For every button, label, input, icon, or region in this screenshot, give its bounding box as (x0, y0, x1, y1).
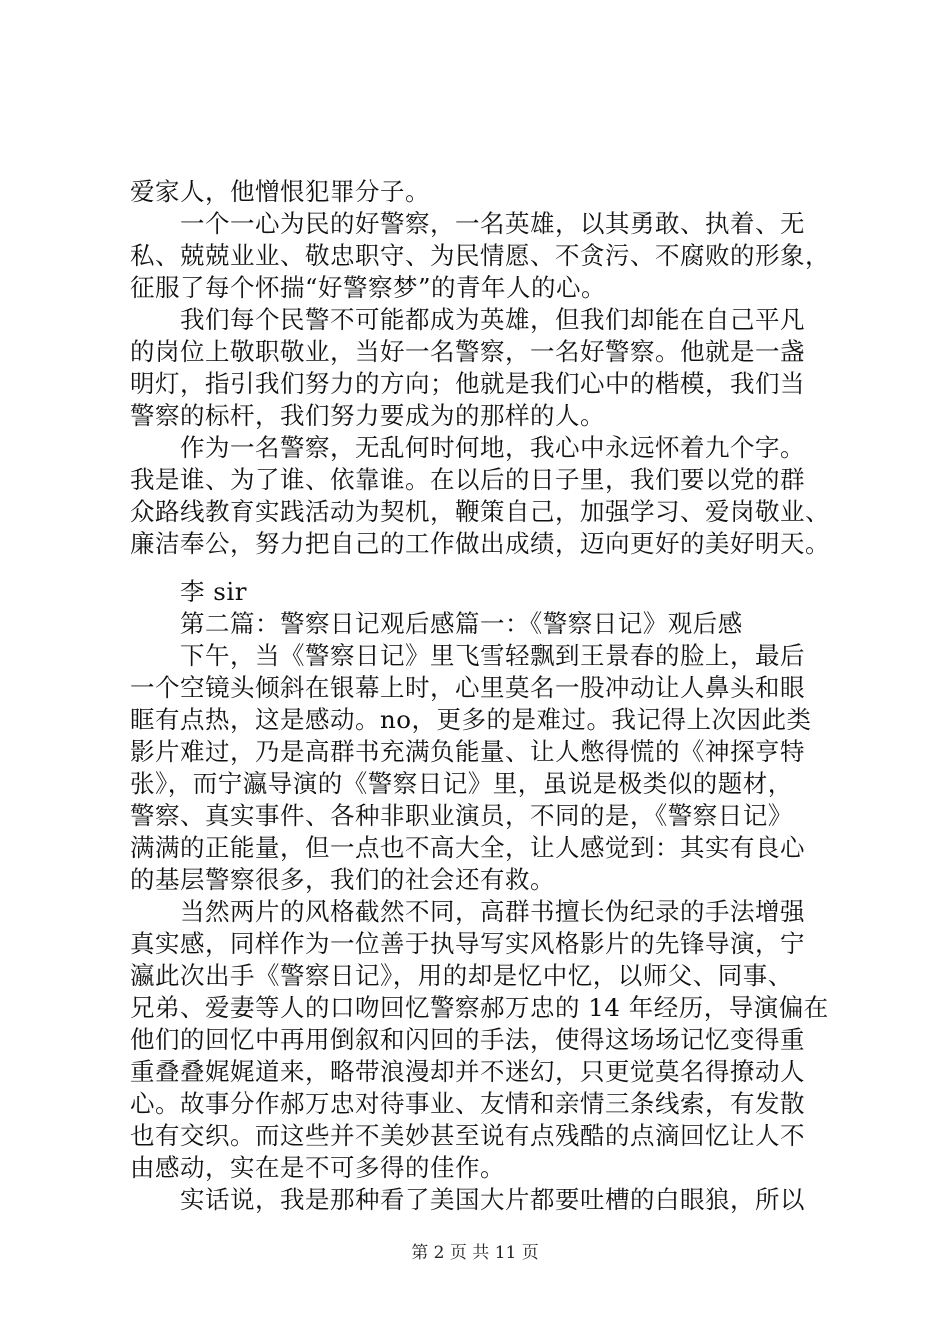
text-line: 爱家人，他憎恨犯罪分子。 (130, 177, 430, 206)
paragraph-start: 作为一名警察，无乱何时何地，我心中永远怀着九个字。 (180, 433, 805, 462)
text-line: 心。故事分作郝万忠对待事业、友情和亲情三条线索，有发散 (130, 1089, 805, 1118)
text-line: 瀛此次出手《警察日记》，用的却是忆中忆，以师父、同事、 (130, 961, 793, 990)
text-line: 的岗位上敬职敬业，当好一名警察，一名好警察。他就是一盏 (130, 337, 805, 366)
text-line: 一个空镜头倾斜在银幕上时，心里莫名一股冲动让人鼻头和眼 (130, 673, 805, 702)
text-line: 眶有点热，这是感动。no，更多的是难过。我记得上次因此类 (130, 705, 812, 734)
section-heading: 第二篇：警察日记观后感篇一：《警察日记》观后感 (180, 609, 743, 638)
text-line: 兄弟、爱妻等人的口吻回忆警察郝万忠的 14 年经历，导演偏在 (130, 993, 829, 1022)
paragraph-start: 当然两片的风格截然不同，高群书擅长伪纪录的手法增强 (180, 897, 805, 926)
text-line: 的基层警察很多，我们的社会还有救。 (130, 865, 555, 894)
text-line: 征服了每个怀揣“好警察梦”的青年人的心。 (130, 273, 607, 302)
paragraph-start: 我们每个民警不可能都成为英雄，但我们却能在自己平凡 (180, 305, 805, 334)
paragraph-start: 一个一心为民的好警察，一名英雄，以其勇敢、执着、无 (180, 209, 805, 238)
text-line: 影片难过，乃是高群书充满负能量、让人憋得慌的《神探亨特 (130, 737, 805, 766)
author-signature: 李 sir (180, 577, 247, 606)
text-line: 他们的回忆中再用倒叙和闪回的手法，使得这场场记忆变得重 (130, 1025, 805, 1054)
paragraph-start: 实话说，我是那种看了美国大片都要吐槽的白眼狼，所以 (180, 1185, 805, 1214)
text-line: 也有交织。而这些并不美妙甚至说有点残酷的点滴回忆让人不 (130, 1121, 805, 1150)
paragraph-start: 下午，当《警察日记》里飞雪轻飘到王景春的脸上，最后 (180, 641, 805, 670)
text-line: 私、兢兢业业、敬忠职守、为民情愿、不贪污、不腐败的形象， (130, 241, 830, 270)
text-line: 众路线教育实践活动为契机，鞭策自己，加强学习、爱岗敬业、 (130, 497, 830, 526)
text-line: 明灯，指引我们努力的方向；他就是我们心中的楷模，我们当 (130, 369, 805, 398)
text-line: 我是谁、为了谁、依靠谁。在以后的日子里，我们要以党的群 (130, 465, 805, 494)
text-line: 警察、真实事件、各种非职业演员，不同的是，《警察日记》 (130, 801, 793, 830)
text-line: 由感动，实在是不可多得的佳作。 (130, 1153, 505, 1182)
text-line: 警察的标杆，我们努力要成为的那样的人。 (130, 401, 605, 430)
page-footer: 第 2 页 共 11 页 (411, 1243, 539, 1263)
text-line: 满满的正能量，但一点也不高大全，让人感觉到：其实有良心 (130, 833, 805, 862)
text-line: 廉洁奉公，努力把自己的工作做出成绩，迈向更好的美好明天。 (130, 529, 830, 558)
text-line: 张》，而宁瀛导演的《警察日记》里，虽说是极类似的题材， (130, 769, 793, 798)
text-line: 重叠叠娓娓道来，略带浪漫却并不迷幻，只更觉莫名得撩动人 (130, 1057, 805, 1086)
text-line: 真实感，同样作为一位善于执导写实风格影片的先锋导演，宁 (130, 929, 805, 958)
